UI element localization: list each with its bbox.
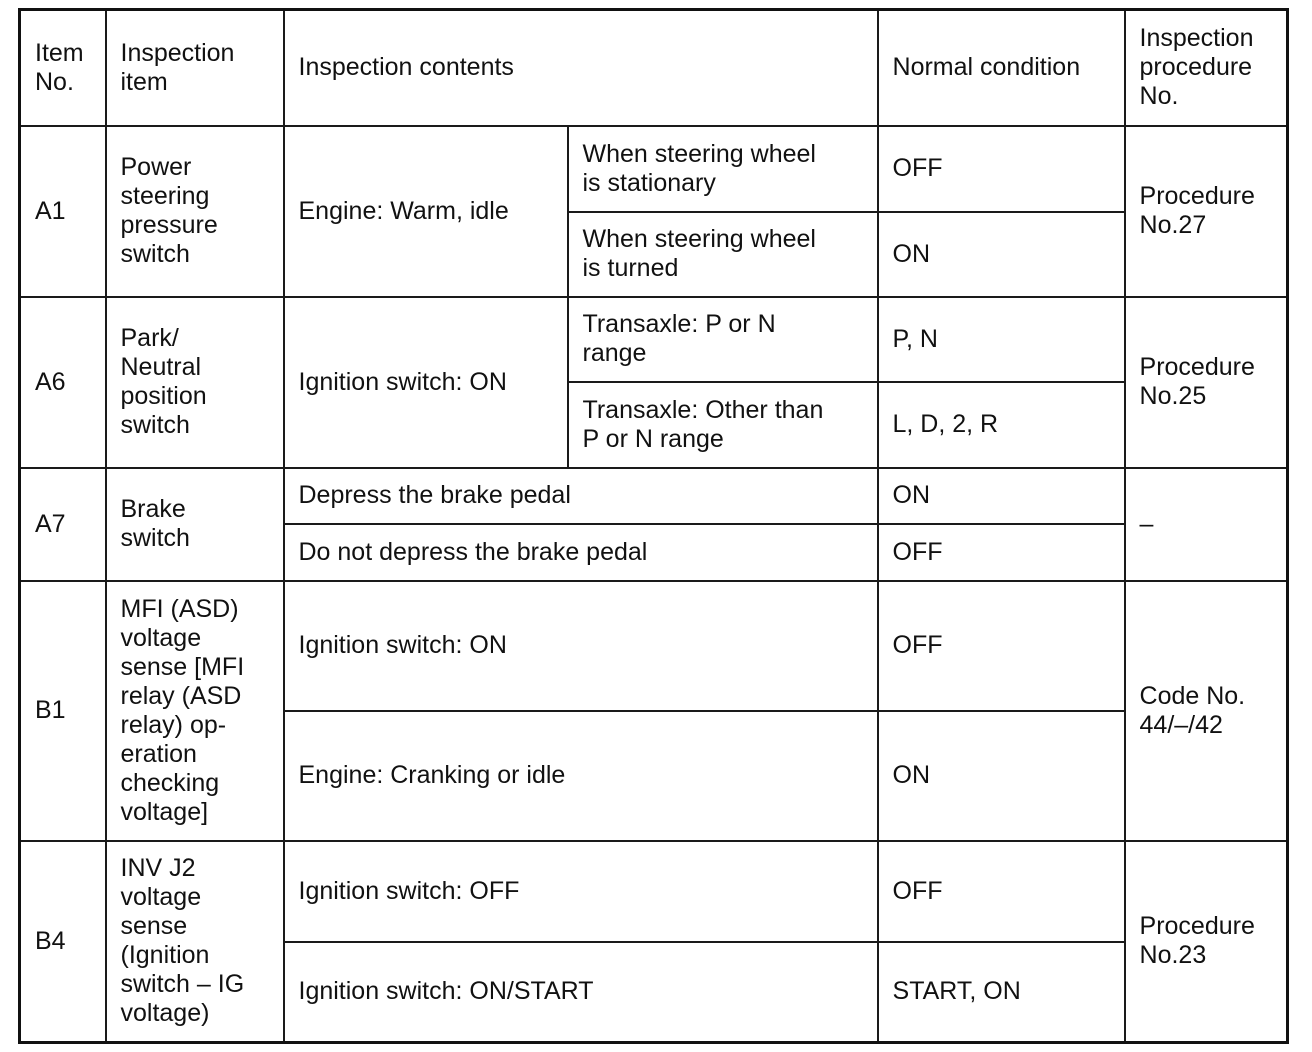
normal-a1-1: OFF xyxy=(878,126,1125,212)
inspection-table xyxy=(18,8,1289,1044)
contents-b4-1: Ignition switch: OFF xyxy=(284,841,878,942)
header-row xyxy=(20,10,1288,126)
normal-a6-1: P, N xyxy=(878,297,1125,382)
contents-a7-2: Do not depress the brake pedal xyxy=(284,524,878,581)
normal-b1-1: OFF xyxy=(878,581,1125,711)
contents-condition-a1: Engine: Warm, idle xyxy=(284,126,568,297)
procedure-a1: Procedure No.27 xyxy=(1125,126,1288,297)
inspection-item-a7: Brake switch xyxy=(106,468,284,581)
procedure-a7: – xyxy=(1125,468,1288,581)
inspection-item-a1: Power steering pressure switch xyxy=(106,126,284,297)
contents-sub-a1-1: When steering wheel is stationary xyxy=(568,126,878,212)
contents-condition-a6: Ignition switch: ON xyxy=(284,297,568,468)
table-row-a6-1 xyxy=(20,297,1288,382)
table-row-b1-1 xyxy=(20,581,1288,711)
normal-b4-2: START, ON xyxy=(878,942,1125,1043)
procedure-a6: Procedure No.25 xyxy=(1125,297,1288,468)
normal-a1-2: ON xyxy=(878,212,1125,297)
contents-sub-a1-2: When steering wheel is turned xyxy=(568,212,878,297)
header-inspection-contents: Inspection contents xyxy=(284,10,878,126)
item-no-b1: B1 xyxy=(20,581,106,841)
table-row-a1-1 xyxy=(20,126,1288,212)
inspection-item-b1: MFI (ASD) voltage sense [MFI relay (ASD relay) op- eration checking voltage] xyxy=(106,581,284,841)
header-item-no: Item No. xyxy=(20,10,106,126)
normal-a7-1: ON xyxy=(878,468,1125,524)
normal-b4-1: OFF xyxy=(878,841,1125,942)
header-normal-condition: Normal condition xyxy=(878,10,1125,126)
item-no-b4: B4 xyxy=(20,841,106,1043)
procedure-b1: Code No. 44/–/42 xyxy=(1125,581,1288,841)
normal-a6-2: L, D, 2, R xyxy=(878,382,1125,468)
normal-b1-2: ON xyxy=(878,711,1125,841)
header-procedure-no: Inspection procedure No. xyxy=(1125,10,1288,126)
contents-a7-1: Depress the brake pedal xyxy=(284,468,878,524)
contents-sub-a6-1: Transaxle: P or N range xyxy=(568,297,878,382)
contents-b1-1: Ignition switch: ON xyxy=(284,581,878,711)
item-no-a6: A6 xyxy=(20,297,106,468)
contents-b4-2: Ignition switch: ON/START xyxy=(284,942,878,1043)
contents-sub-a6-2: Transaxle: Other than P or N range xyxy=(568,382,878,468)
procedure-b4: Procedure No.23 xyxy=(1125,841,1288,1043)
table-row-a7-1 xyxy=(20,468,1288,524)
inspection-item-b4: INV J2 voltage sense (Ignition switch – IG voltage) xyxy=(106,841,284,1043)
normal-a7-2: OFF xyxy=(878,524,1125,581)
item-no-a1: A1 xyxy=(20,126,106,297)
contents-b1-2: Engine: Cranking or idle xyxy=(284,711,878,841)
table-row-b4-1 xyxy=(20,841,1288,942)
header-inspection-item: Inspection item xyxy=(106,10,284,126)
item-no-a7: A7 xyxy=(20,468,106,581)
inspection-item-a6: Park/ Neutral position switch xyxy=(106,297,284,468)
